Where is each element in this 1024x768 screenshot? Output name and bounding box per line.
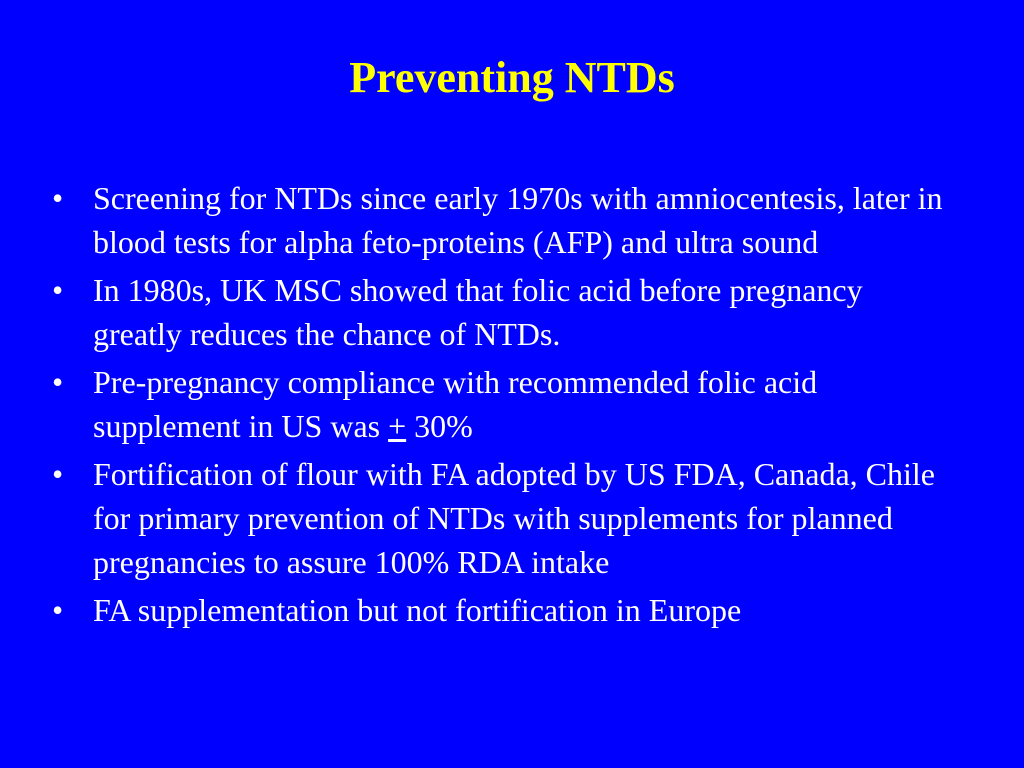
bullet-text: Screening for NTDs since early 1970s with amniocentesis, later in blood tests for alpha feto-proteins (AFP) and ultra sound: [93, 180, 943, 260]
bullet-icon: •: [52, 272, 64, 308]
bullet-item: [52, 268, 952, 356]
bullet-text-after: 30%: [406, 408, 473, 444]
bullet-item: [52, 452, 952, 584]
bullet-text-before: Pre-pregnancy compliance with recommended folic acid supplement in US was: [93, 364, 818, 444]
bullet-item: [52, 360, 952, 448]
slide-title: Preventing NTDs: [349, 53, 675, 102]
bullet-icon: •: [52, 180, 64, 216]
bullet-item: [52, 176, 952, 264]
bullet-icon: •: [52, 456, 64, 492]
bullet-text: [93, 364, 817, 444]
bullet-item: [52, 588, 952, 632]
bullet-icon: •: [52, 364, 64, 400]
bullet-text: Fortification of flour with FA adopted by US FDA, Canada, Chile for primary prevention of NTDs with supplements for planned pregnancies to assure 100% RDA intake: [93, 456, 935, 580]
bullet-icon: •: [52, 592, 64, 628]
bullet-text: In 1980s, UK MSC showed that folic acid before pregnancy greatly reduces the chance of NTDs.: [93, 272, 863, 352]
plus-minus-symbol: +: [388, 408, 407, 444]
bullet-text: FA supplementation but not fortification in Europe: [93, 592, 742, 628]
bullet-list: [52, 176, 952, 636]
